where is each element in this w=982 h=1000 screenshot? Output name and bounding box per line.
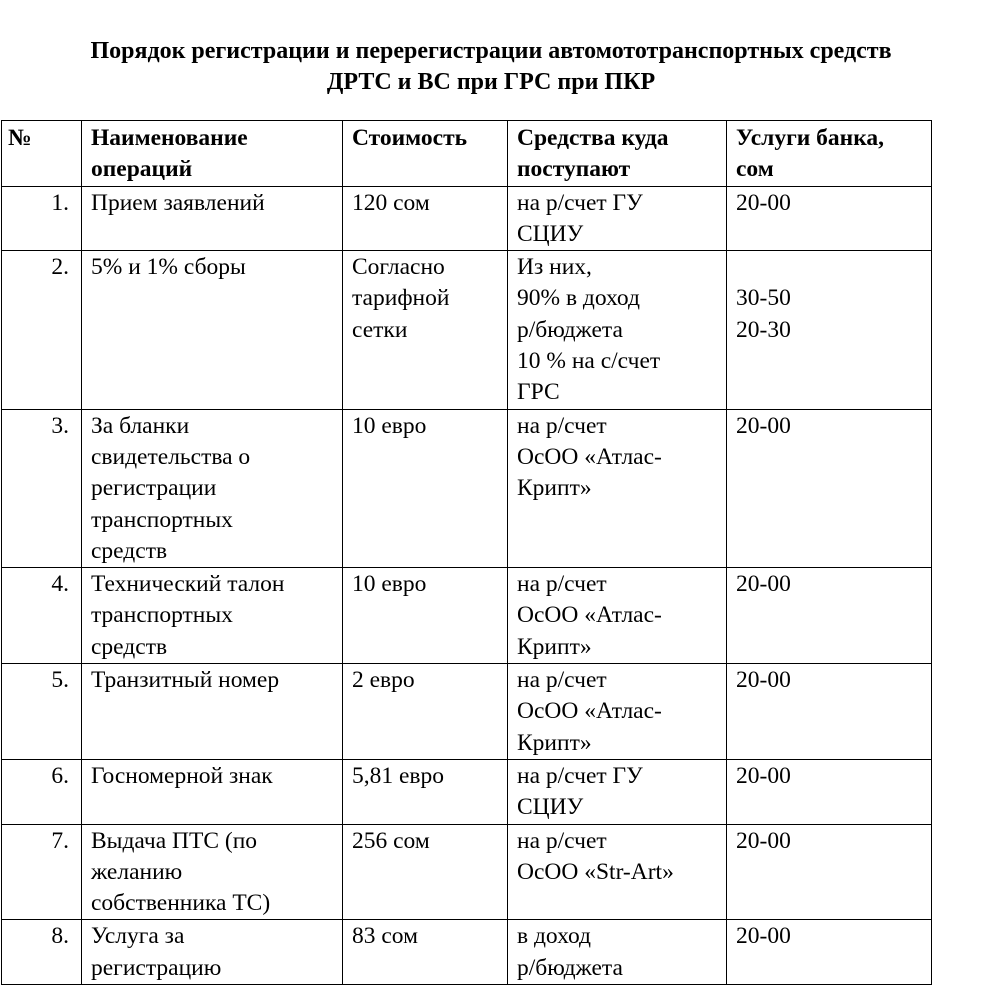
row-bank-services: 20-00 xyxy=(727,920,932,985)
table-header-row xyxy=(2,121,932,187)
row-operation-name: Технический талон транспортных средств xyxy=(82,568,343,664)
row-number: 7. xyxy=(2,824,82,920)
row-destination: на р/счет ОсОО «Str-Art» xyxy=(508,824,727,920)
row-number: 4. xyxy=(2,568,82,664)
row-number: 2. xyxy=(2,251,82,409)
row-bank-services: 20-00 xyxy=(727,186,932,251)
table-row xyxy=(2,824,932,920)
row-destination: на р/счет ОсОО «Атлас- Крипт» xyxy=(508,664,727,760)
table-row xyxy=(2,664,932,760)
table-row xyxy=(2,759,932,824)
row-destination: в доход р/бюджета xyxy=(508,920,727,985)
header-operation-name: Наименование операций xyxy=(82,121,343,187)
row-destination: Из них, 90% в доход р/бюджета 10 % на с/счет ГРС xyxy=(508,251,727,409)
row-cost: 10 евро xyxy=(343,409,508,567)
table-row xyxy=(2,409,932,567)
document-title xyxy=(0,36,982,98)
row-number: 3. xyxy=(2,409,82,567)
table-row xyxy=(2,186,932,251)
row-operation-name: Транзитный номер xyxy=(82,664,343,760)
row-bank-services: 20-00 xyxy=(727,824,932,920)
row-operation-name: Прием заявлений xyxy=(82,186,343,251)
registration-fees-table xyxy=(1,120,932,985)
title-line-1: Порядок регистрации и перерегистрации автомототранспортных средств xyxy=(90,38,892,64)
row-bank-services: 20-00 xyxy=(727,664,932,760)
row-number: 5. xyxy=(2,664,82,760)
row-number: 6. xyxy=(2,759,82,824)
header-destination: Средства куда поступают xyxy=(508,121,727,187)
row-destination: на р/счет ГУ СЦИУ xyxy=(508,186,727,251)
row-number: 8. xyxy=(2,920,82,985)
row-cost: 256 сом xyxy=(343,824,508,920)
row-destination: на р/счет ОсОО «Атлас- Крипт» xyxy=(508,409,727,567)
row-bank-services: 30-50 20-30 xyxy=(727,251,932,409)
header-cost: Стоимость xyxy=(343,121,508,187)
row-operation-name: За бланки свидетельства о регистрации транспортных средств xyxy=(82,409,343,567)
header-number: № xyxy=(2,121,82,187)
table-row xyxy=(2,920,932,985)
row-operation-name: Услуга за регистрацию xyxy=(82,920,343,985)
row-bank-services: 20-00 xyxy=(727,568,932,664)
title-line-2: ДРТС и ВС при ГРС при ПКР xyxy=(326,69,656,95)
table-row xyxy=(2,568,932,664)
row-destination: на р/счет ОсОО «Атлас- Крипт» xyxy=(508,568,727,664)
table-row xyxy=(2,251,932,409)
header-bank-services: Услуги банка, сом xyxy=(727,121,932,187)
row-cost: 2 евро xyxy=(343,664,508,760)
row-destination: на р/счет ГУ СЦИУ xyxy=(508,759,727,824)
row-number: 1. xyxy=(2,186,82,251)
row-bank-services: 20-00 xyxy=(727,409,932,567)
row-cost: 5,81 евро xyxy=(343,759,508,824)
row-operation-name: Госномерной знак xyxy=(82,759,343,824)
row-cost: 83 сом xyxy=(343,920,508,985)
row-operation-name: Выдача ПТС (по желанию собственника ТС) xyxy=(82,824,343,920)
row-cost: 120 сом xyxy=(343,186,508,251)
row-bank-services: 20-00 xyxy=(727,759,932,824)
row-cost: 10 евро xyxy=(343,568,508,664)
row-operation-name: 5% и 1% сборы xyxy=(82,251,343,409)
row-cost: Согласно тарифной сетки xyxy=(343,251,508,409)
